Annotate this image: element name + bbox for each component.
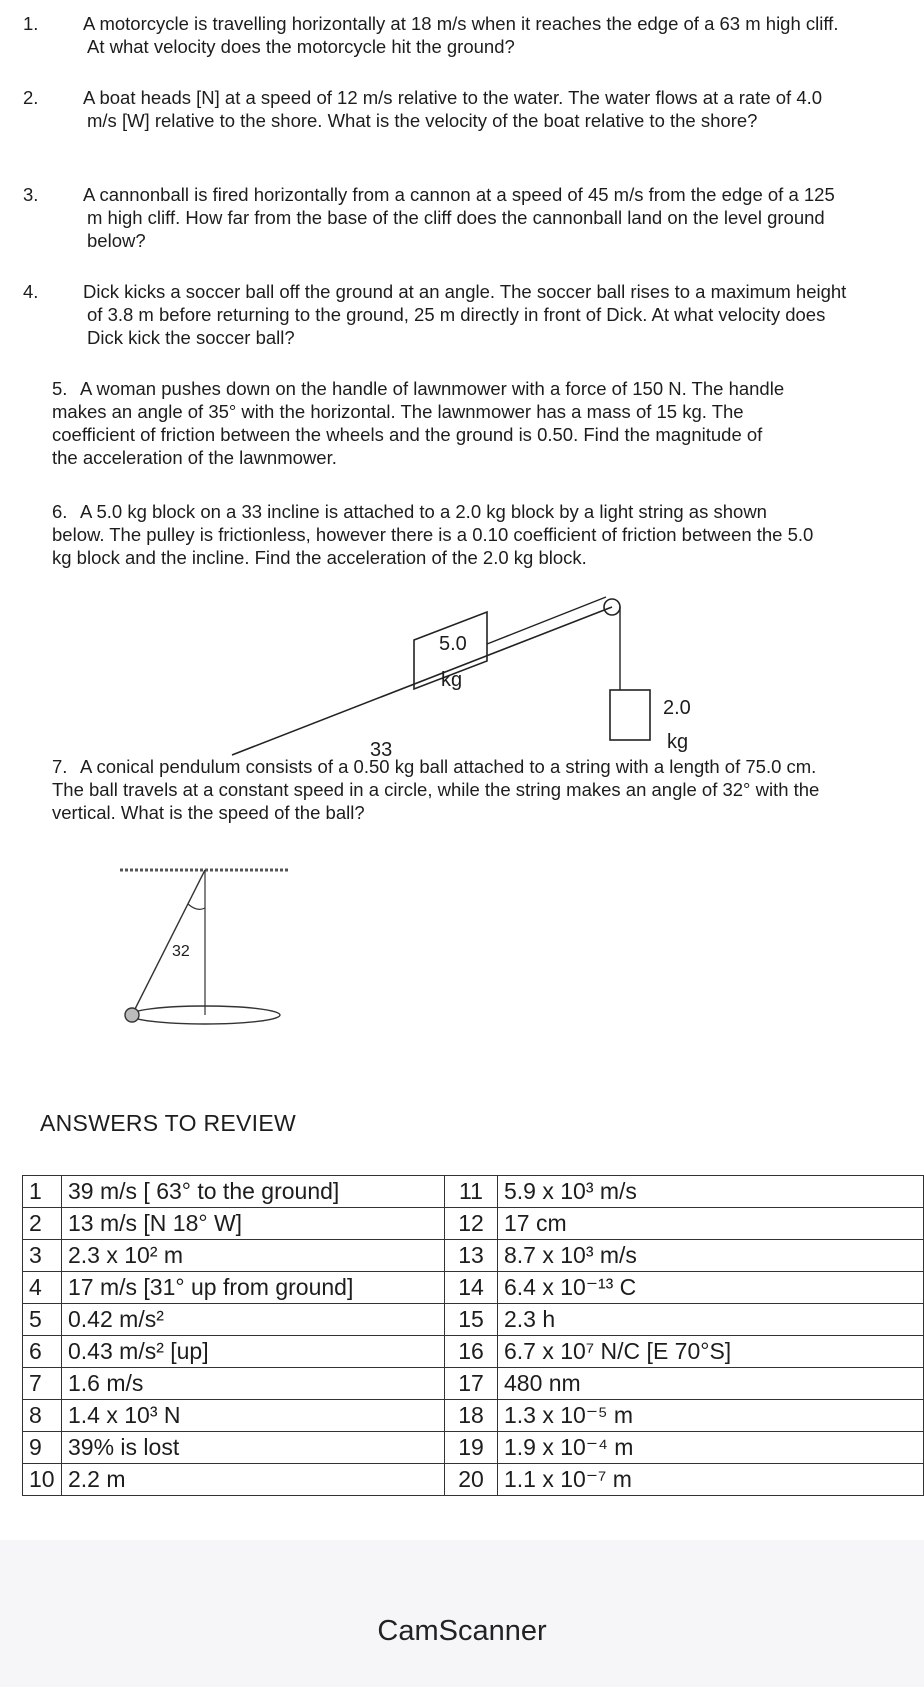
answer-value: 6.4 x 10⁻¹³ C	[498, 1272, 924, 1304]
footer-background	[0, 1540, 924, 1687]
answer-number: 5	[23, 1304, 62, 1336]
question-number: 2.	[23, 87, 39, 108]
answer-value: 2.3 h	[498, 1304, 924, 1336]
answer-number: 4	[23, 1272, 62, 1304]
answer-value: 1.3 x 10⁻⁵ m	[498, 1400, 924, 1432]
answer-number: 15	[445, 1304, 498, 1336]
answer-number: 1	[23, 1176, 62, 1208]
answer-number: 19	[445, 1432, 498, 1464]
camscanner-watermark: CamScanner	[377, 1615, 547, 1647]
table-row	[23, 1464, 924, 1496]
block-5kg-unit-label: kg	[441, 669, 463, 691]
table-row	[23, 1272, 924, 1304]
answer-value: 1.6 m/s	[62, 1368, 445, 1400]
question-number: 1.	[23, 13, 39, 34]
answer-number: 7	[23, 1368, 62, 1400]
answer-number: 17	[445, 1368, 498, 1400]
answer-number: 6	[23, 1336, 62, 1368]
answer-number: 9	[23, 1432, 62, 1464]
answer-value: 0.42 m/s²	[62, 1304, 445, 1336]
string-incline	[487, 597, 606, 644]
question-3	[23, 183, 847, 252]
conical-pendulum-diagram	[110, 850, 340, 1040]
answer-number: 18	[445, 1400, 498, 1432]
answer-value: 6.7 x 10⁷ N/C [E 70°S]	[498, 1336, 924, 1368]
table-row	[23, 1336, 924, 1368]
answer-value: 5.9 x 10³ m/s	[498, 1176, 924, 1208]
answer-number: 12	[445, 1208, 498, 1240]
answers-table	[22, 1175, 924, 1496]
answer-number: 8	[23, 1400, 62, 1432]
answer-value: 2.2 m	[62, 1464, 445, 1496]
question-1	[23, 12, 847, 58]
question-6	[52, 500, 822, 569]
answer-number: 14	[445, 1272, 498, 1304]
answer-value: 13 m/s [N 18° W]	[62, 1208, 445, 1240]
answer-value: 1.4 x 10³ N	[62, 1400, 445, 1432]
incline-surface	[232, 607, 612, 755]
question-text: Dick kicks a soccer ball off the ground at an angle. The soccer ball rises to a maximum height of 3.8 m before returning to the ground, 25 m directly in front of Dick. At what velocity does Dick kick the soccer ball?	[83, 281, 847, 348]
table-row	[23, 1400, 924, 1432]
answer-number: 2	[23, 1208, 62, 1240]
answer-number: 16	[445, 1336, 498, 1368]
table-row	[23, 1304, 924, 1336]
answer-number: 13	[445, 1240, 498, 1272]
block-2kg	[610, 690, 650, 740]
answer-value: 17 m/s [31° up from ground]	[62, 1272, 445, 1304]
question-5	[52, 377, 792, 469]
angle-arc	[188, 904, 205, 909]
block-2kg-unit-label: kg	[667, 731, 689, 753]
answer-number: 3	[23, 1240, 62, 1272]
answers-title: ANSWERS TO REVIEW	[40, 1110, 297, 1136]
answer-value: 1.9 x 10⁻⁴ m	[498, 1432, 924, 1464]
answer-value: 480 nm	[498, 1368, 924, 1400]
question-number: 4.	[23, 281, 39, 302]
table-row	[23, 1240, 924, 1272]
pendulum-string	[132, 870, 205, 1015]
question-text: A woman pushes down on the handle of lawnmower with a force of 150 N. The handle makes an angle of 35° with the horizontal. The lawnmower has a mass of 15 kg. The coefficient of friction between the wheels and the ground is 0.50. Find the magnitude of the acceleration of the lawnmower.	[52, 378, 785, 468]
question-text: A 5.0 kg block on a 33 incline is attached to a 2.0 kg block by a light string as shown below. The pulley is frictionless, however there is a 0.10 coefficient of friction between the 5.0 kg block and the incline. Find the acceleration of the 2.0 kg block.	[52, 501, 814, 568]
block-5kg-mass-label: 5.0	[439, 633, 467, 655]
answer-value: 2.3 x 10² m	[62, 1240, 445, 1272]
pendulum-ball	[125, 1008, 139, 1022]
pendulum-angle-label: 32	[172, 943, 190, 960]
answer-number: 11	[445, 1176, 498, 1208]
answer-value: 39% is lost	[62, 1432, 445, 1464]
table-row	[23, 1432, 924, 1464]
answer-value: 0.43 m/s² [up]	[62, 1336, 445, 1368]
question-text: A motorcycle is travelling horizontally at 18 m/s when it reaches the edge of a 63 m high cliff. At what velocity does the motorcycle hit the ground?	[83, 13, 839, 57]
answer-value: 39 m/s [ 63° to the ground]	[62, 1176, 445, 1208]
question-number: 3.	[23, 184, 39, 205]
question-number: 5.	[52, 378, 68, 399]
answer-number: 20	[445, 1464, 498, 1496]
table-row	[23, 1368, 924, 1400]
incline-angle-label: 33	[370, 739, 393, 761]
table-row	[23, 1208, 924, 1240]
answer-value: 17 cm	[498, 1208, 924, 1240]
table-row	[23, 1176, 924, 1208]
question-text: A cannonball is fired horizontally from a cannon at a speed of 45 m/s from the edge of a 125 m high cliff. How far from the base of the cliff does the cannonball land on the level ground below?	[83, 184, 835, 251]
question-text: A conical pendulum consists of a 0.50 kg ball attached to a string with a length of 75.0 cm. The ball travels at a constant speed in a circle, while the string makes an angle of 32° with the vertical. What is the speed of the ball?	[52, 756, 820, 823]
question-text: A boat heads [N] at a speed of 12 m/s relative to the water. The water flows at a rate of 4.0 m/s [W] relative to the shore. What is the velocity of the boat relative to the shore?	[83, 87, 823, 131]
answer-value: 8.7 x 10³ m/s	[498, 1240, 924, 1272]
question-number: 6.	[52, 501, 68, 522]
answer-number: 10	[23, 1464, 62, 1496]
question-2	[23, 86, 847, 132]
block-2kg-mass-label: 2.0	[663, 697, 691, 719]
question-7	[52, 755, 822, 824]
question-number: 7.	[52, 756, 68, 777]
answer-value: 1.1 x 10⁻⁷ m	[498, 1464, 924, 1496]
question-4	[23, 280, 847, 349]
